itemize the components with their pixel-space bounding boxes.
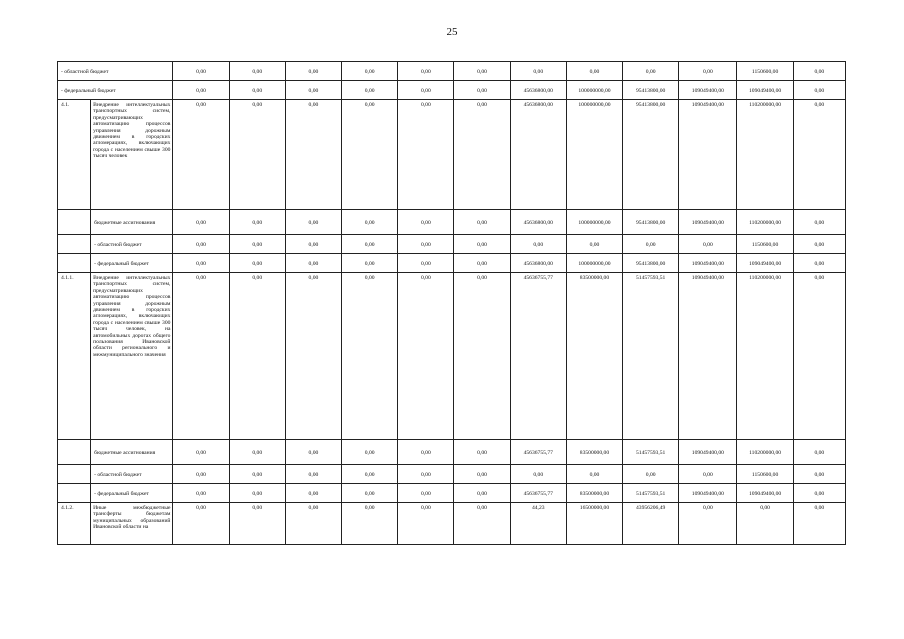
value-cell: 0,00: [285, 210, 341, 235]
value-cell: 0,00: [566, 62, 622, 81]
row-code: [58, 210, 91, 235]
value-cell: 0,00: [454, 100, 510, 210]
value-cell: 109049400,00: [679, 210, 737, 235]
value-cell: 0,00: [623, 235, 679, 254]
value-cell: 0,00: [454, 62, 510, 81]
row-label: - областной бюджет: [91, 465, 173, 484]
value-cell: 0,00: [793, 81, 845, 100]
value-cell: 0,00: [398, 273, 454, 440]
value-cell: 0,00: [398, 81, 454, 100]
value-cell: 109049400,00: [737, 484, 793, 503]
value-cell: 83500000,00: [566, 484, 622, 503]
row-code: 4.1.1.: [58, 273, 91, 440]
value-cell: 0,00: [285, 273, 341, 440]
value-cell: 0,00: [342, 440, 398, 465]
value-cell: 16500000,00: [566, 503, 622, 545]
value-cell: 0,00: [398, 503, 454, 545]
value-cell: 0,00: [285, 235, 341, 254]
value-cell: 51457593,51: [623, 484, 679, 503]
value-cell: 100000000,00: [566, 210, 622, 235]
value-cell: 0,00: [398, 62, 454, 81]
table-row: [58, 254, 846, 273]
value-cell: 1150600,00: [737, 235, 793, 254]
row-label: бюджетные ассигнования: [91, 440, 173, 465]
value-cell: 0,00: [342, 503, 398, 545]
value-cell: 0,00: [285, 465, 341, 484]
value-cell: 43956206,49: [623, 503, 679, 545]
value-cell: 0,00: [285, 100, 341, 210]
value-cell: 0,00: [285, 503, 341, 545]
value-cell: 0,00: [793, 100, 845, 210]
budget-table: [57, 61, 846, 545]
value-cell: 110200000,00: [737, 273, 793, 440]
value-cell: 95413800,00: [623, 210, 679, 235]
row-code: 4.1.2.: [58, 503, 91, 545]
row-label: Внедрение интеллектуальных транспортных систем, предусматривающих автоматизацию процессов управления дорожным движением в городских агломерациях, включающих города с населением свыше 300 тысяч человек: [91, 100, 173, 210]
value-cell: 45636800,00: [510, 210, 566, 235]
value-cell: 0,00: [173, 440, 229, 465]
table-row: [58, 81, 846, 100]
value-cell: 0,00: [398, 484, 454, 503]
value-cell: 0,00: [398, 210, 454, 235]
value-cell: 0,00: [679, 235, 737, 254]
value-cell: 109049400,00: [679, 440, 737, 465]
value-cell: 0,00: [398, 440, 454, 465]
value-cell: 0,00: [173, 273, 229, 440]
table-body: [58, 62, 846, 545]
table-row: [58, 484, 846, 503]
value-cell: 95413800,00: [623, 254, 679, 273]
value-cell: 0,00: [173, 235, 229, 254]
value-cell: 0,00: [173, 503, 229, 545]
value-cell: 0,00: [229, 484, 285, 503]
value-cell: 0,00: [510, 465, 566, 484]
row-code: [58, 254, 91, 273]
row-code: [58, 235, 91, 254]
table-row: [58, 440, 846, 465]
value-cell: 0,00: [454, 273, 510, 440]
value-cell: 0,00: [229, 465, 285, 484]
value-cell: 109049400,00: [737, 254, 793, 273]
table-row: [58, 273, 846, 440]
row-code: [58, 465, 91, 484]
value-cell: 0,00: [173, 465, 229, 484]
row-label: - федеральный бюджет: [91, 484, 173, 503]
value-cell: 0,00: [793, 254, 845, 273]
value-cell: 0,00: [229, 100, 285, 210]
value-cell: 0,00: [454, 503, 510, 545]
value-cell: 0,00: [398, 465, 454, 484]
value-cell: 51457593,51: [623, 440, 679, 465]
value-cell: 0,00: [793, 62, 845, 81]
value-cell: 0,00: [679, 465, 737, 484]
value-cell: 0,00: [229, 235, 285, 254]
value-cell: 100000000,00: [566, 81, 622, 100]
value-cell: 0,00: [679, 62, 737, 81]
row-label: - федеральный бюджет: [91, 254, 173, 273]
value-cell: 0,00: [793, 273, 845, 440]
value-cell: 0,00: [285, 254, 341, 273]
value-cell: 0,00: [285, 62, 341, 81]
value-cell: 0,00: [229, 81, 285, 100]
value-cell: 110200000,00: [737, 440, 793, 465]
table-row: [58, 235, 846, 254]
value-cell: 0,00: [398, 235, 454, 254]
value-cell: 0,00: [173, 484, 229, 503]
value-cell: 110200000,00: [737, 100, 793, 210]
value-cell: 45636755,77: [510, 273, 566, 440]
value-cell: 0,00: [342, 273, 398, 440]
value-cell: 0,00: [285, 81, 341, 100]
row-code: [58, 440, 91, 465]
value-cell: 109049400,00: [679, 484, 737, 503]
row-label: - областной бюджет: [91, 235, 173, 254]
value-cell: 83500000,00: [566, 273, 622, 440]
value-cell: 0,00: [342, 484, 398, 503]
value-cell: 0,00: [793, 440, 845, 465]
value-cell: 45636755,77: [510, 440, 566, 465]
value-cell: 0,00: [454, 465, 510, 484]
value-cell: 109049400,00: [679, 273, 737, 440]
value-cell: 0,00: [342, 254, 398, 273]
value-cell: 45636755,77: [510, 484, 566, 503]
value-cell: 0,00: [398, 100, 454, 210]
value-cell: 109049400,00: [679, 254, 737, 273]
value-cell: 0,00: [173, 81, 229, 100]
value-cell: 0,00: [623, 465, 679, 484]
value-cell: 0,00: [793, 235, 845, 254]
value-cell: 109049400,00: [679, 81, 737, 100]
value-cell: 0,00: [229, 210, 285, 235]
table-row: [58, 465, 846, 484]
value-cell: 0,00: [285, 440, 341, 465]
row-label: - федеральный бюджет: [58, 81, 173, 100]
value-cell: 0,00: [454, 254, 510, 273]
value-cell: 0,00: [793, 484, 845, 503]
value-cell: 0,00: [342, 235, 398, 254]
value-cell: 95413800,00: [623, 100, 679, 210]
value-cell: 110200000,00: [737, 210, 793, 235]
value-cell: 44,23: [510, 503, 566, 545]
value-cell: 0,00: [679, 503, 737, 545]
value-cell: 0,00: [229, 440, 285, 465]
value-cell: 45636800,00: [510, 254, 566, 273]
value-cell: 0,00: [737, 503, 793, 545]
value-cell: 0,00: [173, 62, 229, 81]
value-cell: 0,00: [342, 100, 398, 210]
row-code: [58, 484, 91, 503]
value-cell: 45636800,00: [510, 100, 566, 210]
value-cell: 0,00: [285, 484, 341, 503]
value-cell: 0,00: [454, 235, 510, 254]
value-cell: 109049400,00: [679, 100, 737, 210]
value-cell: 0,00: [793, 503, 845, 545]
value-cell: 0,00: [454, 81, 510, 100]
value-cell: 95413800,00: [623, 81, 679, 100]
value-cell: 0,00: [229, 62, 285, 81]
value-cell: 0,00: [342, 210, 398, 235]
row-label: Внедрение интеллектуальных транспортных систем, предусматривающих автоматизацию процессов управления дорожным движением в городских агломерациях, включающих города с населением свыше 300 тысяч человек, на автомобильных дорогах общего пользования Ивановской области регионального и межмуниципального значения: [91, 273, 173, 440]
value-cell: 0,00: [342, 62, 398, 81]
value-cell: 100000000,00: [566, 100, 622, 210]
value-cell: 0,00: [229, 254, 285, 273]
value-cell: 0,00: [173, 100, 229, 210]
value-cell: 0,00: [623, 62, 679, 81]
value-cell: 83500000,00: [566, 440, 622, 465]
value-cell: 0,00: [454, 484, 510, 503]
value-cell: 0,00: [173, 254, 229, 273]
value-cell: 0,00: [793, 465, 845, 484]
value-cell: 0,00: [566, 465, 622, 484]
value-cell: 0,00: [566, 235, 622, 254]
value-cell: 0,00: [510, 235, 566, 254]
value-cell: 100000000,00: [566, 254, 622, 273]
value-cell: 0,00: [173, 210, 229, 235]
table-row: [58, 210, 846, 235]
page-number: 25: [446, 26, 458, 38]
value-cell: 0,00: [229, 273, 285, 440]
value-cell: 45636800,00: [510, 81, 566, 100]
value-cell: 0,00: [454, 210, 510, 235]
table-row: [58, 503, 846, 545]
table-row: [58, 100, 846, 210]
value-cell: 0,00: [229, 503, 285, 545]
value-cell: 0,00: [342, 465, 398, 484]
value-cell: 51457593,51: [623, 273, 679, 440]
row-label: - областной бюджет: [58, 62, 173, 81]
value-cell: 1150600,00: [737, 62, 793, 81]
table-row: [58, 62, 846, 81]
value-cell: 0,00: [510, 62, 566, 81]
value-cell: 0,00: [398, 254, 454, 273]
row-label: Иные межбюджетные трансферты бюджетам муниципальных образований Ивановской области на: [91, 503, 173, 545]
value-cell: 0,00: [342, 81, 398, 100]
value-cell: 0,00: [793, 210, 845, 235]
value-cell: 1150600,00: [737, 465, 793, 484]
row-code: 4.1.: [58, 100, 91, 210]
value-cell: 109049400,00: [737, 81, 793, 100]
row-label: бюджетные ассигнования: [91, 210, 173, 235]
value-cell: 0,00: [454, 440, 510, 465]
